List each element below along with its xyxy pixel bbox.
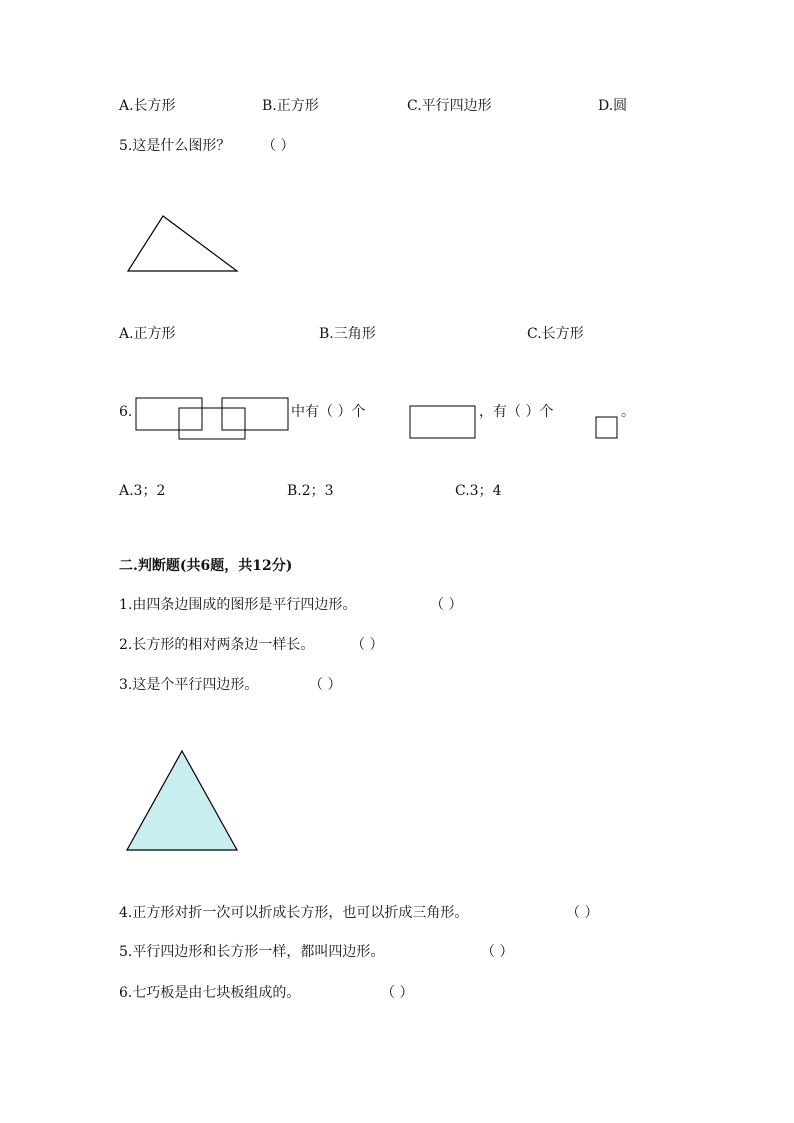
tf-q5-blank: （ ） [481, 944, 514, 960]
rect-bottom-middle [179, 408, 245, 439]
equilateral-triangle [127, 751, 237, 850]
q6-option-c: C.3；4 [455, 483, 502, 499]
q4-option-d: D.圆 [598, 98, 628, 114]
tf-q1-text: 1.由四条边围成的图形是平行四边形。 [119, 597, 357, 613]
tf-q3-blank: （ ） [309, 677, 342, 693]
tf-q5-text: 5.平行四边形和长方形一样，都叫四边形。 [119, 944, 385, 960]
tf-q3-triangle-figure [120, 744, 246, 856]
tf-q4-blank: （ ） [566, 905, 599, 921]
q4-option-a: A.长方形 [119, 98, 176, 114]
section2-heading: 二.判断题(共6题，共12分) [119, 558, 293, 574]
q5-question: 5.这是什么图形？ [119, 138, 231, 154]
q6-number: 6. [119, 404, 133, 420]
q6-text-1: 中有（ ）个 [291, 404, 366, 420]
tf-q6-text: 6.七巧板是由七块板组成的。 [119, 985, 301, 1001]
rect-top-right [222, 398, 288, 430]
tf-q2-text: 2.长方形的相对两条边一样长。 [119, 637, 315, 653]
q5-option-a: A.正方形 [119, 326, 176, 342]
q4-option-c: C.平行四边形 [407, 98, 492, 114]
q4-option-b: B.正方形 [262, 98, 319, 114]
q6-square-icon [595, 416, 619, 440]
q5-option-b: B.三角形 [319, 326, 376, 342]
q5-option-c: C.长方形 [527, 326, 584, 342]
q5-answer-blank: （ ） [262, 138, 295, 154]
scalene-triangle [128, 216, 237, 271]
rect-top-left [136, 398, 202, 430]
q6-option-a: A.3；2 [119, 483, 166, 499]
q6-text-2: ，有（ ）个 [479, 404, 554, 420]
q6-rectangle-icon [409, 405, 477, 439]
tf-q1-blank: （ ） [430, 597, 463, 613]
tf-q6-blank: （ ） [381, 985, 414, 1001]
tf-q4-text: 4.正方形对折一次可以折成长方形，也可以折成三角形。 [119, 905, 469, 921]
q6-overlapping-rectangles-figure [134, 396, 294, 442]
tf-q2-blank: （ ） [351, 637, 384, 653]
rectangle-shape [410, 406, 475, 438]
q5-triangle-figure [120, 208, 250, 278]
square-shape [596, 417, 617, 438]
tf-q3-text: 3.这是个平行四边形。 [119, 677, 259, 693]
q6-text-3: 。 [621, 404, 635, 420]
q6-option-b: B.2；3 [287, 483, 334, 499]
